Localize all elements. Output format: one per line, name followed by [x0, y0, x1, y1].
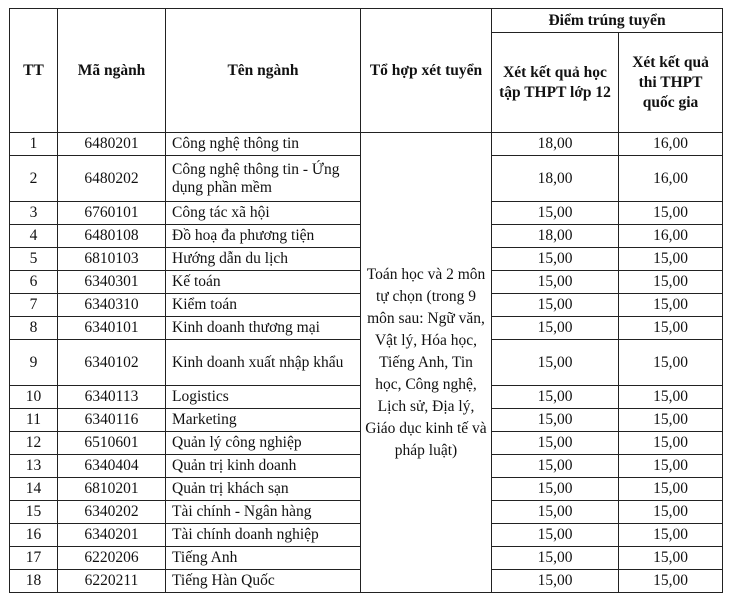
row-score-hs: 18,00 — [492, 133, 619, 156]
row-code: 6340301 — [58, 271, 166, 294]
row-score-hs: 15,00 — [492, 294, 619, 317]
row-score-hs: 15,00 — [492, 501, 619, 524]
table-body — [10, 133, 723, 593]
row-score-hs: 15,00 — [492, 455, 619, 478]
header-code: Mã ngành — [58, 9, 166, 133]
row-name: Tiếng Anh — [166, 547, 361, 570]
header-name: Tên ngành — [166, 9, 361, 133]
row-name: Hướng dẫn du lịch — [166, 248, 361, 271]
row-score-exam: 15,00 — [619, 455, 723, 478]
row-code: 6480108 — [58, 225, 166, 248]
row-name: Quản trị khách sạn — [166, 478, 361, 501]
row-number: 11 — [10, 409, 58, 432]
row-name: Kế toán — [166, 271, 361, 294]
row-number: 14 — [10, 478, 58, 501]
row-score-exam: 15,00 — [619, 294, 723, 317]
row-number: 16 — [10, 524, 58, 547]
row-number: 9 — [10, 340, 58, 386]
row-score-exam: 15,00 — [619, 501, 723, 524]
row-name: Logistics — [166, 386, 361, 409]
row-name: Tiếng Hàn Quốc — [166, 570, 361, 593]
row-code: 6810103 — [58, 248, 166, 271]
row-score-hs: 15,00 — [492, 432, 619, 455]
header-score-exam: Xét kết quả thi THPT quốc gia — [619, 33, 723, 133]
row-name: Marketing — [166, 409, 361, 432]
row-number: 13 — [10, 455, 58, 478]
row-score-exam: 16,00 — [619, 225, 723, 248]
row-score-exam: 15,00 — [619, 271, 723, 294]
table-row — [10, 133, 723, 156]
row-code: 6340404 — [58, 455, 166, 478]
row-score-hs: 15,00 — [492, 248, 619, 271]
row-number: 15 — [10, 501, 58, 524]
row-number: 12 — [10, 432, 58, 455]
row-name: Tài chính - Ngân hàng — [166, 501, 361, 524]
row-name: Quản lý công nghiệp — [166, 432, 361, 455]
row-number: 17 — [10, 547, 58, 570]
row-name: Công nghệ thông tin — [166, 133, 361, 156]
row-name: Quản trị kinh doanh — [166, 455, 361, 478]
row-score-exam: 15,00 — [619, 409, 723, 432]
row-number: 3 — [10, 202, 58, 225]
row-score-exam: 15,00 — [619, 570, 723, 593]
row-score-exam: 15,00 — [619, 202, 723, 225]
row-score-hs: 15,00 — [492, 478, 619, 501]
row-name: Kinh doanh xuất nhập khẩu — [166, 340, 361, 386]
row-name: Đồ hoạ đa phương tiện — [166, 225, 361, 248]
row-score-exam: 16,00 — [619, 133, 723, 156]
row-number: 5 — [10, 248, 58, 271]
header-score-hs: Xét kết quả học tập THPT lớp 12 — [492, 33, 619, 133]
row-score-exam: 15,00 — [619, 386, 723, 409]
row-number: 8 — [10, 317, 58, 340]
row-score-hs: 18,00 — [492, 225, 619, 248]
row-code: 6810201 — [58, 478, 166, 501]
row-number: 2 — [10, 156, 58, 202]
row-code: 6510601 — [58, 432, 166, 455]
row-number: 18 — [10, 570, 58, 593]
row-code: 6340201 — [58, 524, 166, 547]
row-code: 6340116 — [58, 409, 166, 432]
row-number: 6 — [10, 271, 58, 294]
row-code: 6340101 — [58, 317, 166, 340]
row-code: 6220211 — [58, 570, 166, 593]
row-name: Kinh doanh thương mại — [166, 317, 361, 340]
row-score-exam: 15,00 — [619, 248, 723, 271]
row-number: 10 — [10, 386, 58, 409]
row-score-exam: 15,00 — [619, 547, 723, 570]
combo-cell: Toán học và 2 môn tự chọn (trong 9 môn sau: Ngữ văn, Vật lý, Hóa học, Tiếng Anh, Tin học, Công nghệ, Lịch sử, Địa lý, Giáo dục kinh tế và pháp luật) — [361, 133, 492, 593]
row-score-hs: 15,00 — [492, 317, 619, 340]
row-score-exam: 15,00 — [619, 317, 723, 340]
row-score-exam: 15,00 — [619, 524, 723, 547]
table-header — [10, 9, 723, 133]
header-combo: Tổ hợp xét tuyển — [361, 9, 492, 133]
row-code: 6220206 — [58, 547, 166, 570]
header-score-group: Điểm trúng tuyển — [492, 9, 723, 33]
row-code: 6760101 — [58, 202, 166, 225]
row-score-hs: 15,00 — [492, 570, 619, 593]
row-code: 6340113 — [58, 386, 166, 409]
row-score-hs: 15,00 — [492, 386, 619, 409]
row-code: 6340310 — [58, 294, 166, 317]
row-name: Tài chính doanh nghiệp — [166, 524, 361, 547]
header-tt: TT — [10, 9, 58, 133]
row-number: 1 — [10, 133, 58, 156]
row-name: Công tác xã hội — [166, 202, 361, 225]
row-number: 4 — [10, 225, 58, 248]
row-score-hs: 15,00 — [492, 547, 619, 570]
row-score-exam: 15,00 — [619, 340, 723, 386]
row-number: 7 — [10, 294, 58, 317]
row-score-hs: 15,00 — [492, 524, 619, 547]
row-score-exam: 15,00 — [619, 478, 723, 501]
admission-score-table — [9, 8, 723, 593]
row-name: Kiểm toán — [166, 294, 361, 317]
row-score-hs: 15,00 — [492, 340, 619, 386]
row-score-exam: 15,00 — [619, 432, 723, 455]
row-score-hs: 15,00 — [492, 202, 619, 225]
row-score-hs: 15,00 — [492, 409, 619, 432]
row-code: 6480202 — [58, 156, 166, 202]
row-score-hs: 15,00 — [492, 271, 619, 294]
row-code: 6480201 — [58, 133, 166, 156]
row-code: 6340202 — [58, 501, 166, 524]
row-code: 6340102 — [58, 340, 166, 386]
row-name: Công nghệ thông tin - Ứng dụng phần mềm — [166, 156, 361, 202]
row-score-exam: 16,00 — [619, 156, 723, 202]
row-score-hs: 18,00 — [492, 156, 619, 202]
